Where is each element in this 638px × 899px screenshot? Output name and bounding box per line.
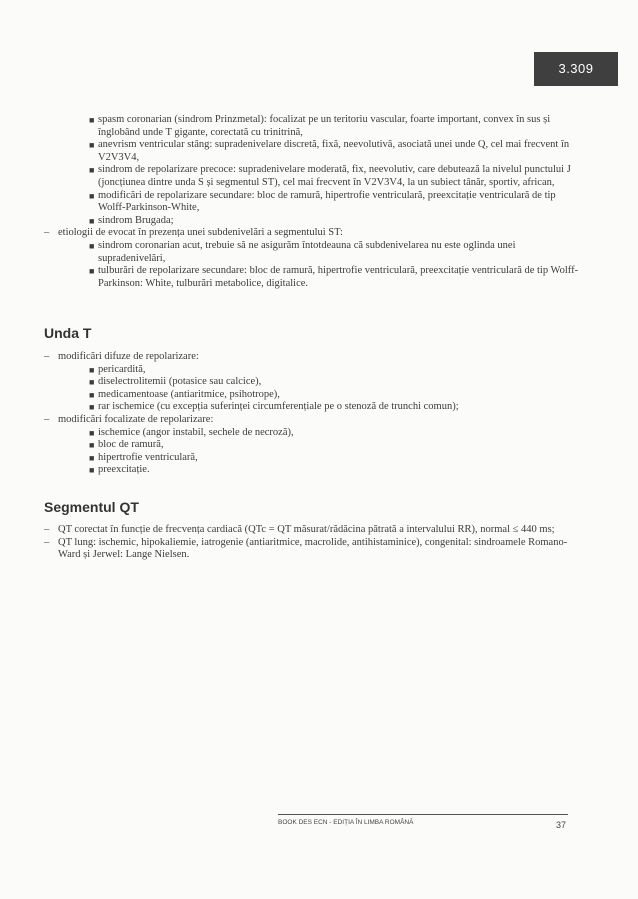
list-item (44, 439, 584, 452)
footer-book-title: BOOK DES ECN - EDIȚIA ÎN LIMBA ROMÂNĂ (278, 819, 414, 826)
list-item-text: sindrom Brugada; (98, 214, 174, 226)
list-item (44, 464, 584, 477)
unda-t-list (44, 351, 584, 477)
list-item-text: QT lung: ischemic, hipokaliemie, iatrogenie (antiaritmice, macrolide, antihistaminice), congenital: sindroamele Romano-Ward și Jerwel: Lange Nielsen. (58, 536, 568, 561)
list-item (44, 351, 584, 364)
list-item-text: sindrom de repolarizare precoce: supradenivelare moderată, fix, neevolutiv, care debutează la nivelul punctului J (joncțiunea dintre unda S și segmentul ST), cel mai frecvent în V2V3V4, la un subiect tânăr, sportiv, african, (98, 164, 571, 188)
list-item (44, 414, 584, 427)
list-item (44, 227, 584, 240)
dash-marker: – (44, 524, 50, 535)
list-item (44, 240, 584, 265)
list-item (44, 364, 584, 377)
dash-marker: – (44, 536, 50, 548)
list-item-text: ischemice (angor instabil, sechele de necroză), (98, 426, 294, 438)
square-bullet-icon: ■ (89, 389, 95, 400)
square-bullet-icon: ■ (89, 465, 95, 476)
list-item-text: modificări focalizate de repolarizare: (58, 413, 214, 425)
section-heading-unda-t: Unda T (44, 325, 92, 341)
list-item-text: medicamentoase (antiaritmice, psihotrope), (98, 388, 280, 400)
square-bullet-icon: ■ (89, 115, 95, 125)
segment-qt-list (44, 524, 584, 562)
list-item-text: modificări difuze de repolarizare: (58, 351, 199, 362)
list-item (44, 537, 584, 562)
list-item (44, 265, 584, 290)
square-bullet-icon: ■ (89, 452, 95, 463)
square-bullet-icon: ■ (89, 440, 95, 451)
list-item (44, 114, 584, 139)
list-item-text: pericardită, (98, 363, 146, 375)
list-item-text: rar ischemice (cu excepția suferinței circumferențiale pe o stenoză de trunchi comun); (98, 401, 459, 413)
square-bullet-icon: ■ (89, 377, 95, 388)
list-item-text: hipertrofie ventriculară, (98, 451, 198, 463)
square-bullet-icon: ■ (89, 240, 95, 251)
list-item (44, 139, 584, 164)
square-bullet-icon: ■ (89, 427, 95, 438)
square-bullet-icon: ■ (89, 140, 95, 151)
section-heading-segmentul-qt: Segmentul QT (44, 499, 139, 515)
square-bullet-icon: ■ (89, 266, 95, 277)
page-number: 37 (555, 820, 566, 830)
list-item-text: bloc de ramură, (98, 439, 164, 451)
list-item-text: modificări de repolarizare secundare: bloc de ramură, hipertrofie ventriculară, preexcitație ventriculară de tip Wolff-Parkinson-White, (98, 189, 556, 214)
square-bullet-icon: ■ (89, 215, 95, 226)
page-footer (278, 814, 568, 830)
list-item-text: diselectrolitemii (potasice sau calcice), (98, 376, 262, 388)
list-item-text: spasm coronarian (sindrom Prinzmetal): focalizat pe un teritoriu vascular, foarte important, convex în sus și înglobând unde T gigante, corectată cu trinitrină, (98, 114, 551, 138)
list-item (44, 215, 584, 228)
square-bullet-icon: ■ (89, 165, 95, 176)
list-item-text: tulburări de repolarizare secundare: bloc de ramură, hipertrofie ventriculară, preexcitație ventriculară de tip Wolff-Parkinson: White, tulburări metabolice, digitalice. (98, 265, 579, 289)
list-item (44, 524, 584, 537)
list-item-text: anevrism ventricular stâng: supradenivelare discretă, fixă, neevolutivă, asociată unei unde Q, cel mai frecvent în V2V3V4, (98, 139, 570, 163)
dash-marker: – (44, 227, 50, 239)
list-item-text: preexcitație. (98, 464, 150, 476)
list-item (44, 190, 584, 215)
list-item-text: etiologii de evocat în prezența unei subdenivelări a segmentului ST: (58, 227, 343, 239)
square-bullet-icon: ■ (89, 190, 95, 201)
list-item-text: sindrom coronarian acut, trebuie să ne asigurăm întotdeauna că subdenivelarea nu este oglinda unei supradenivelări, (98, 239, 516, 264)
dash-marker: – (44, 351, 50, 362)
page-section-tab: 3.309 (534, 52, 618, 86)
dash-marker: – (44, 413, 50, 425)
square-bullet-icon: ■ (89, 402, 95, 413)
list-item (44, 376, 584, 389)
list-item-text: QT corectat în funcție de frecvența cardiacă (QTc = QT măsurat/rădăcina pătrată a intervalului RR), normal ≤ 440 ms; (58, 524, 555, 535)
square-bullet-icon: ■ (89, 364, 95, 375)
list-item (44, 164, 584, 189)
list-item (44, 427, 584, 440)
st-etiology-list (44, 114, 584, 290)
list-item (44, 401, 584, 414)
list-item (44, 389, 584, 402)
list-item (44, 452, 584, 465)
